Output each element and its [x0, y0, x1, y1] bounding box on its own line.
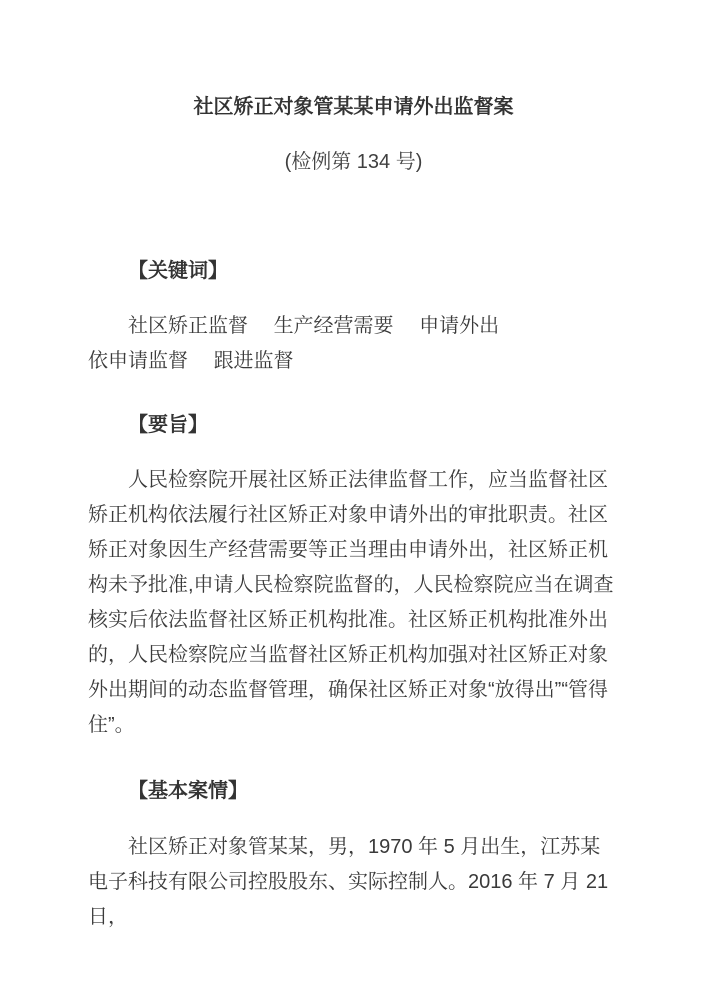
keyword-item: 生产经营需要 [273, 315, 394, 337]
keywords-list [88, 309, 619, 379]
keywords-heading: 【关键词】 [128, 260, 228, 282]
keyword-item: 社区矫正监督 [128, 315, 248, 337]
keyword-item: 跟进监督 [213, 350, 294, 372]
gist-paragraph: 人民检察院开展社区矫正法律监督工作，应当监督社区矫正机构依法履行社区矫正对象申请外出的审批职责。社区矫正对象因生产经营需要等正当理由申请外出，社区矫正机构未予批准,申请人民检察院监督的，人民检察院应当在调查核实后依法监督社区矫正机构批准。社区矫正机构批准外出的，人民检察院应当监督社区矫正机构加强对社区矫正对象外出期间的动态监督管理，确保社区矫正对象“放得出”“管得住”。 [88, 469, 614, 736]
gist-heading: 【要旨】 [128, 414, 208, 436]
case-number: (检例第 134 号) [284, 151, 423, 173]
facts-paragraph: 社区矫正对象管某某，男，1970 年 5 月出生，江苏某电子科技有限公司控股股东、实际控制人。2016 年 7 月 21 日， [88, 836, 609, 928]
keyword-item: 申请外出 [419, 315, 500, 337]
keyword-item: 依申请监督 [88, 350, 188, 372]
facts-heading: 【基本案情】 [128, 780, 248, 802]
case-title: 社区矫正对象管某某申请外出监督案 [193, 96, 514, 118]
